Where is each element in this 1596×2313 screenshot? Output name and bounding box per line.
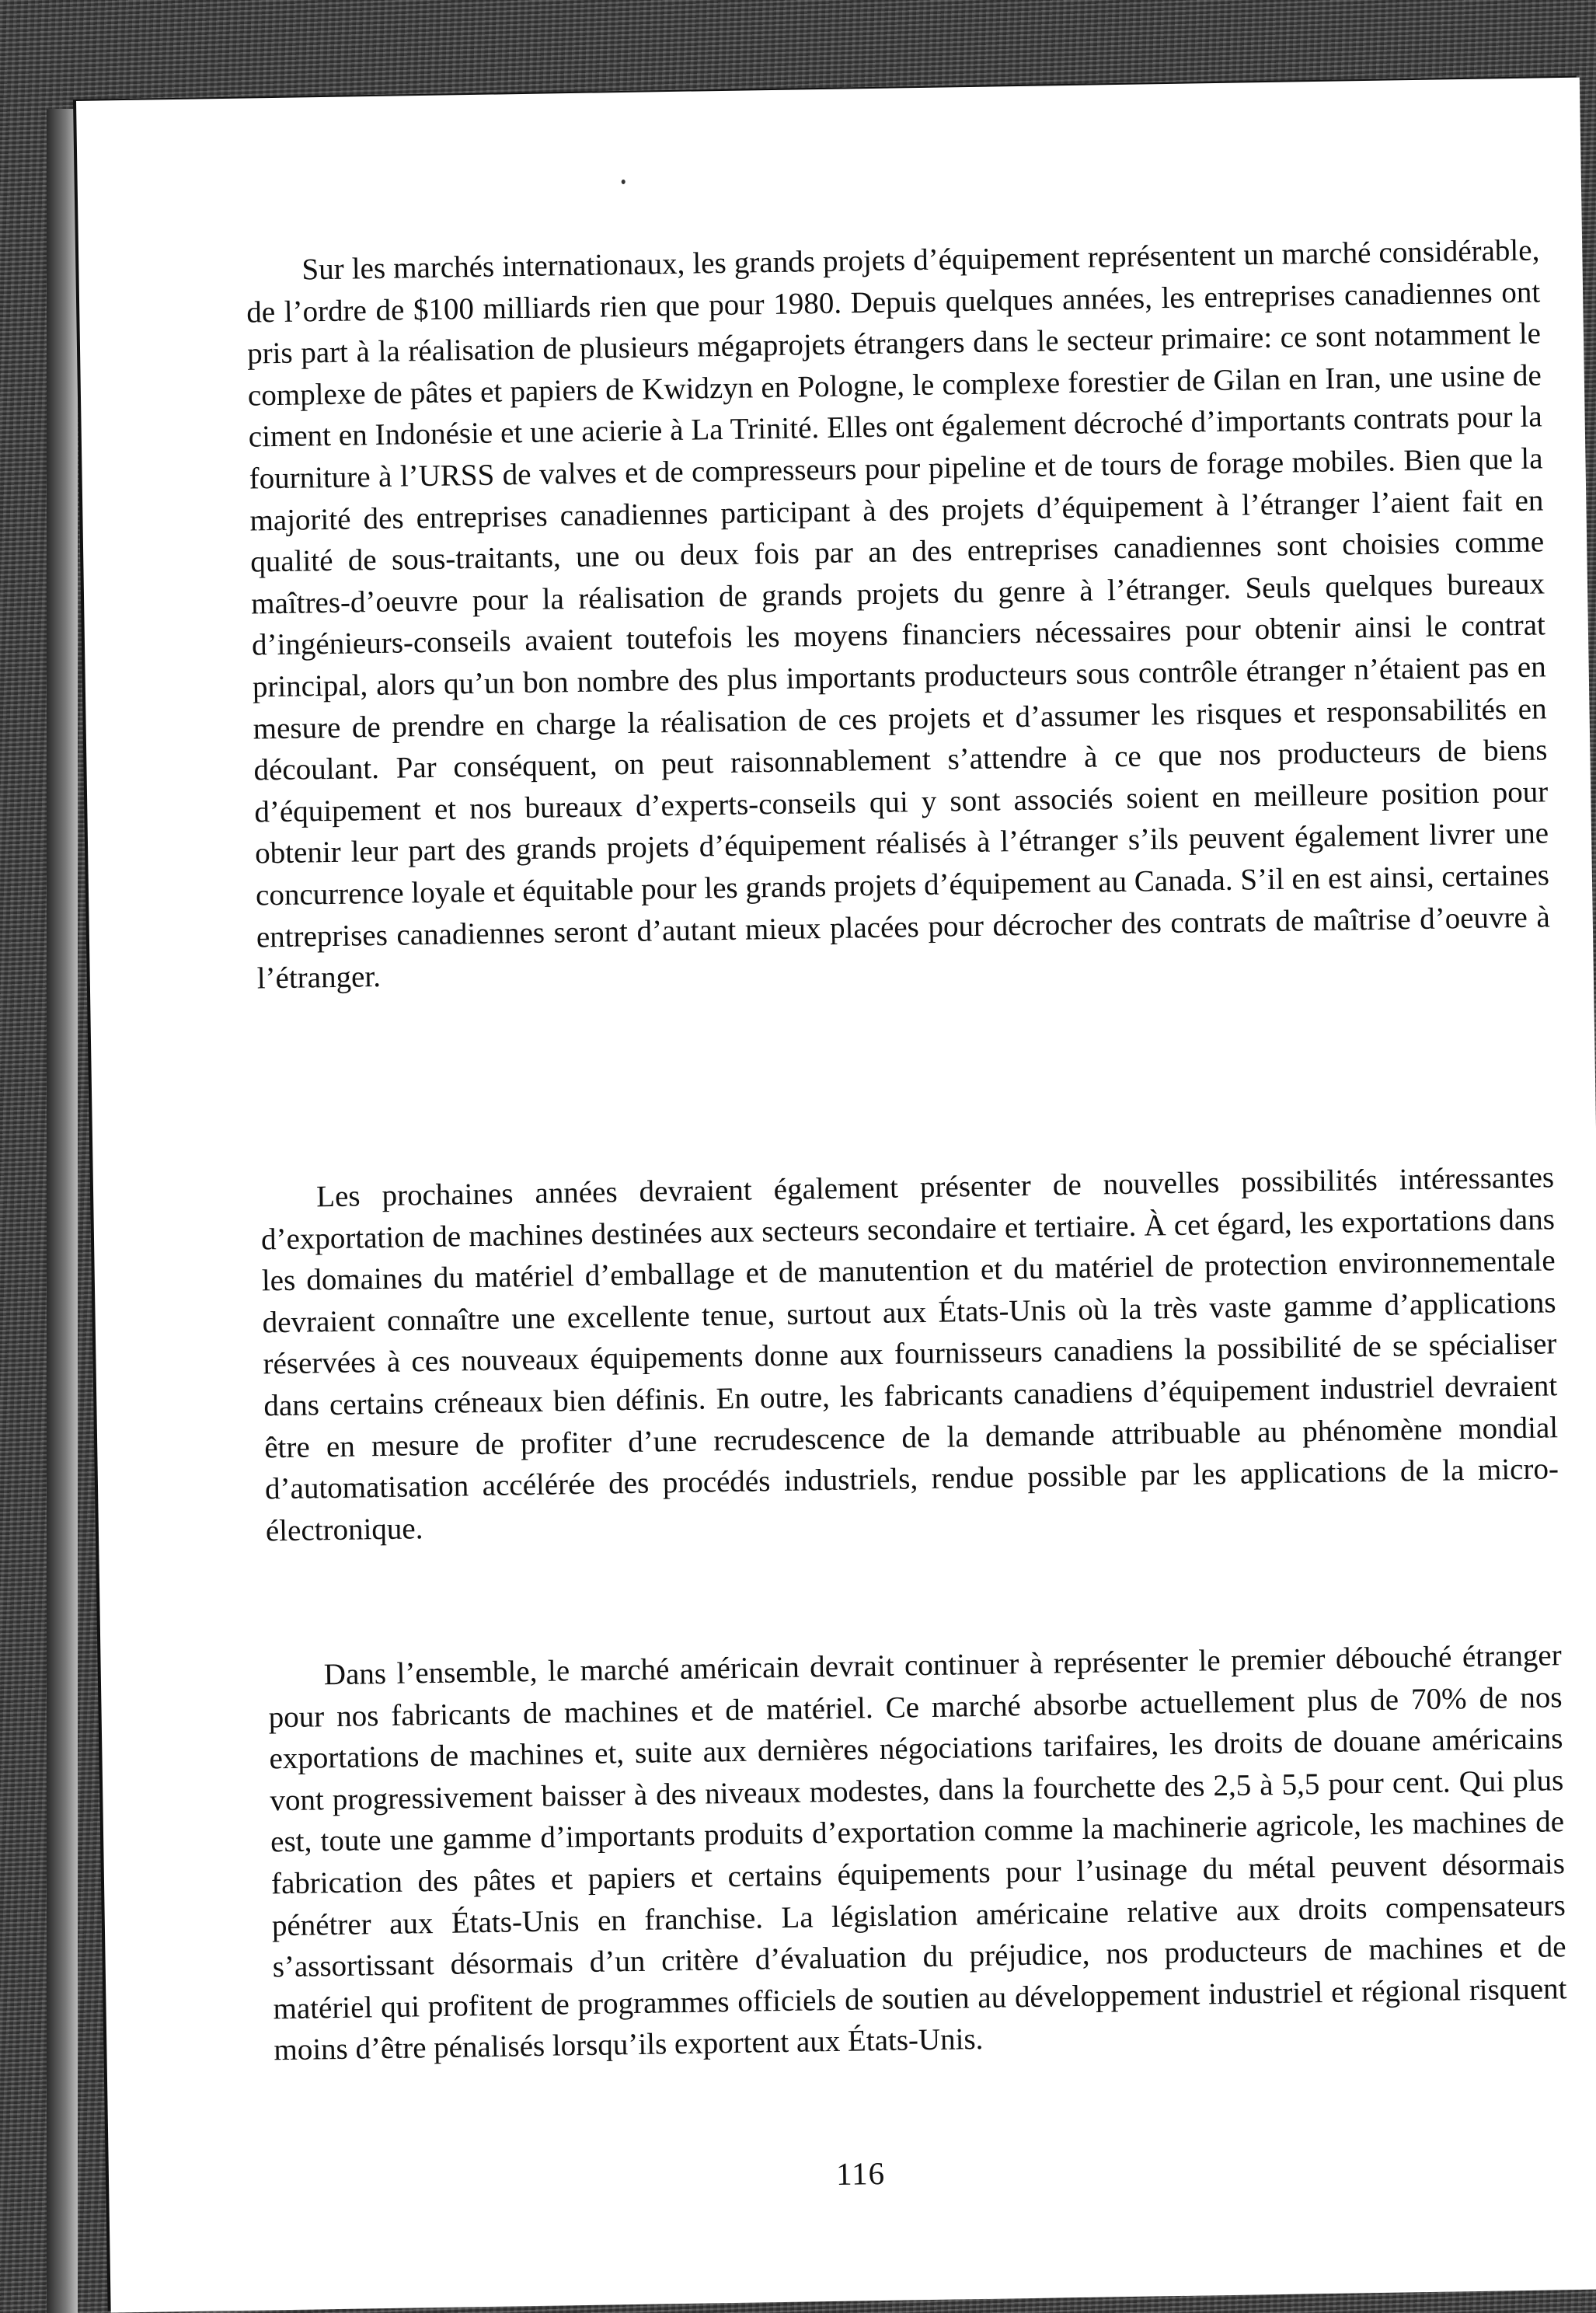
paragraph-2 <box>260 1156 1559 1551</box>
paragraph-3-text: Dans l’ensemble, le marché américain devrait continuer à représenter le premier débouché étranger pour nos fabricants de machines et de matériel. Ce marché absorbe actuellement plus de 70% de nos exportations de machines et, suite aux dernières négociations tarifaires, les droits de douane américains vont progressivement baisser à des niveaux modestes, dans la fourchette des 2,5 à 5,5 pour cent. Qui plus est, toute une gamme d’importants produits d’exportation comme la machinerie agricole, les machines de fabrication des pâtes et papiers et certains équipements pour l’usinage du métal peuvent désormais pénétrer aux États-Unis en franchise. La législation américaine relative aux droits compensateurs s’assortissant désormais d’un critère d’évaluation du préjudice, nos producteurs de machines et de matériel qui profitent de programmes officiels de soutien au développement industriel et régional risquent moins d’être pénalisés lorsqu’ils exportent aux États-Unis. <box>268 1638 1567 2067</box>
document-page <box>76 78 1596 2313</box>
page-number: 116 <box>835 2154 886 2192</box>
paragraph-1 <box>246 229 1551 1000</box>
paragraph-3 <box>267 1634 1567 2071</box>
stray-dot <box>622 180 626 184</box>
paragraph-1-text: Sur les marchés internationaux, les grands projets d’équipement représentent un marché considérable, de l’ordre de $100 milliards rien que pour 1980. Depuis quelques années, les entreprises canadiennes ont pris part à la réalisation de plusieurs mégaprojets étrangers dans le secteur primaire: ce sont notamment le complexe de pâtes et papiers de Kwidzyn en Pologne, le complexe forestier de Gilan en Iran, une usine de ciment en Indonésie et une acierie à La Trinité. Elles ont également décroché d’importants contrats pour la fourniture à l’URSS de valves et de compresseurs pour pipeline et de tours de forage mobiles. Bien que la majorité des entreprises canadiennes participant à des projets d’équipement à l’étranger l’aient fait en qualité de sous-traitants, une ou deux fois par an des entreprises canadiennes sont choisies comme maîtres-d’oeuvre pour la réalisation de grands projets du genre à l’étranger. Seuls quelques bureaux d’ingénieurs-conseils avaient toutefois les moyens financiers nécessaires pour obtenir ainsi le contrat principal, alors qu’un bon nombre des plus importants producteurs sous contrôle étranger n’étaient pas en mesure de prendre en charge la réalisation de ces projets et d’assumer les risques et responsabilités en découlant. Par conséquent, on peut raisonnablement s’attendre à ce que nos producteurs de biens d’équipement et nos bureaux d’experts-conseils qui y sont associés soient en meilleure position pour obtenir leur part des grands projets d’équipement réalisés à l’étranger s’ils peuvent également livrer une concurrence loyale et équitable pour les grands projets d’équipement au Canada. S’il en est ainsi, certaines entreprises canadiennes seront d’autant mieux placées pour décrocher des contrats de maîtrise d’oeuvre à l’étranger. <box>246 233 1551 996</box>
page-edge-shadow <box>47 109 78 2313</box>
paragraph-2-text: Les prochaines années devraient également présenter de nouvelles possibilités intéressantes d’exportation de machines destinées aux secteurs secondaire et tertiaire. À cet égard, les exportations dans les domaines du matériel d’emballage et de manutention et du matériel de protection environnementale devraient connaître une excellente tenue, surtout aux États-Unis où la très vaste gamme d’applications réservées à ces nouveaux équipements donne aux fournisseurs canadiens la possibilité de se spécialiser dans certains créneaux bien définis. En outre, les fabricants canadiens d’équipement industriel devraient être en mesure de profiter d’une recrudescence de la demande attribuable au phénomène mondial d’automatisation accélérée des procédés industriels, rendue possible par les applications de la micro-électronique. <box>260 1160 1559 1548</box>
